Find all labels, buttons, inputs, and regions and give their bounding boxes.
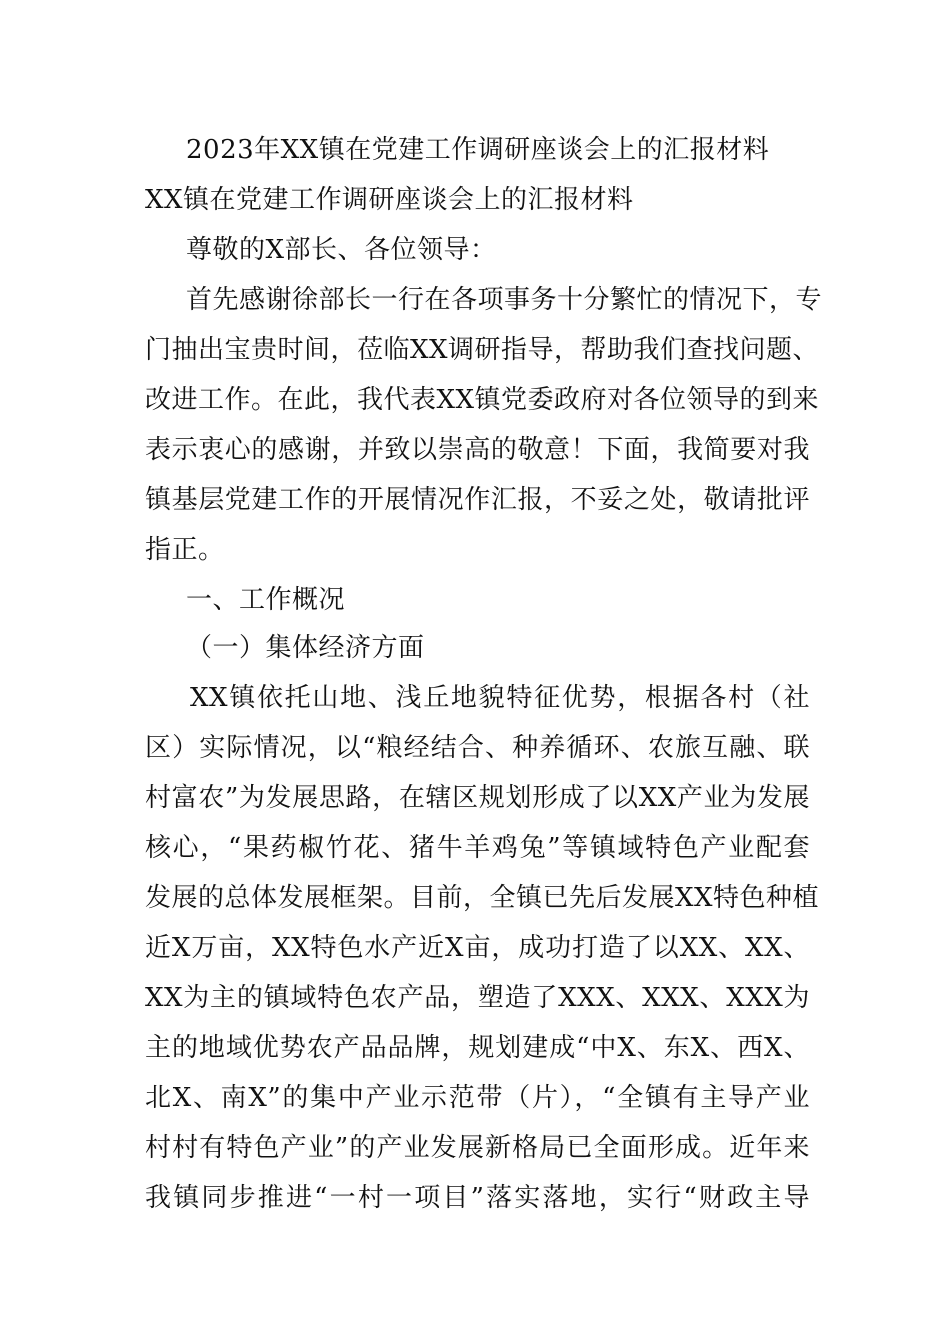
economy-line: 村村有特色产业”的产业发展新格局已全面形成。近年来 bbox=[145, 1133, 810, 1163]
intro-line: 首先感谢徐部长一行在各项事务十分繁忙的情况下，专 bbox=[186, 285, 823, 315]
economy-line: 我镇同步推进“一村一项目”落实落地，实行“财政主导 bbox=[145, 1183, 810, 1213]
economy-line: 近X万亩，XX特色水产近X亩，成功打造了以XX、XX、 bbox=[145, 933, 810, 963]
intro-line: 镇基层党建工作的开展情况作汇报，不妥之处，敬请批评 bbox=[145, 485, 810, 515]
section-heading: 一、工作概况 bbox=[186, 585, 346, 615]
economy-line: 核心，“果药椒竹花、猪牛羊鸡兔”等镇域特色产业配套 bbox=[145, 833, 810, 863]
economy-line: XX为主的镇域特色农产品，塑造了XXX、XXX、XXX为 bbox=[145, 983, 810, 1013]
intro-line: 改进工作。在此，我代表XX镇党委政府对各位领导的到来 bbox=[145, 385, 820, 415]
economy-line: 主的地域优势农产品品牌，规划建成“中X、东X、西X、 bbox=[145, 1033, 810, 1063]
subsection-heading: （一）集体经济方面 bbox=[186, 633, 425, 663]
economy-line: 发展的总体发展框架。目前，全镇已先后发展XX特色种植 bbox=[145, 883, 820, 913]
economy-line: 村富农”为发展思路，在辖区规划形成了以XX产业为发展 bbox=[145, 783, 810, 813]
salutation: 尊敬的X部长、各位领导： bbox=[186, 235, 497, 265]
intro-line: 指正。 bbox=[145, 535, 225, 565]
intro-line: 门抽出宝贵时间，莅临XX调研指导，帮助我们查找问题、 bbox=[145, 335, 820, 365]
economy-line: 北X、南X”的集中产业示范带（片），“全镇有主导产业 bbox=[145, 1083, 810, 1113]
economy-line: XX镇依托山地、浅丘地貌特征优势，根据各村（社 bbox=[190, 683, 810, 713]
intro-line: 表示衷心的感谢，并致以崇高的敬意！下面，我简要对我 bbox=[145, 435, 810, 465]
economy-line: 区）实际情况，以“粮经结合、种养循环、农旅互融、联 bbox=[145, 733, 810, 763]
document-subtitle: XX镇在党建工作调研座谈会上的汇报材料 bbox=[145, 185, 634, 215]
document-title: 2023年XX镇在党建工作调研座谈会上的汇报材料 bbox=[186, 135, 770, 165]
